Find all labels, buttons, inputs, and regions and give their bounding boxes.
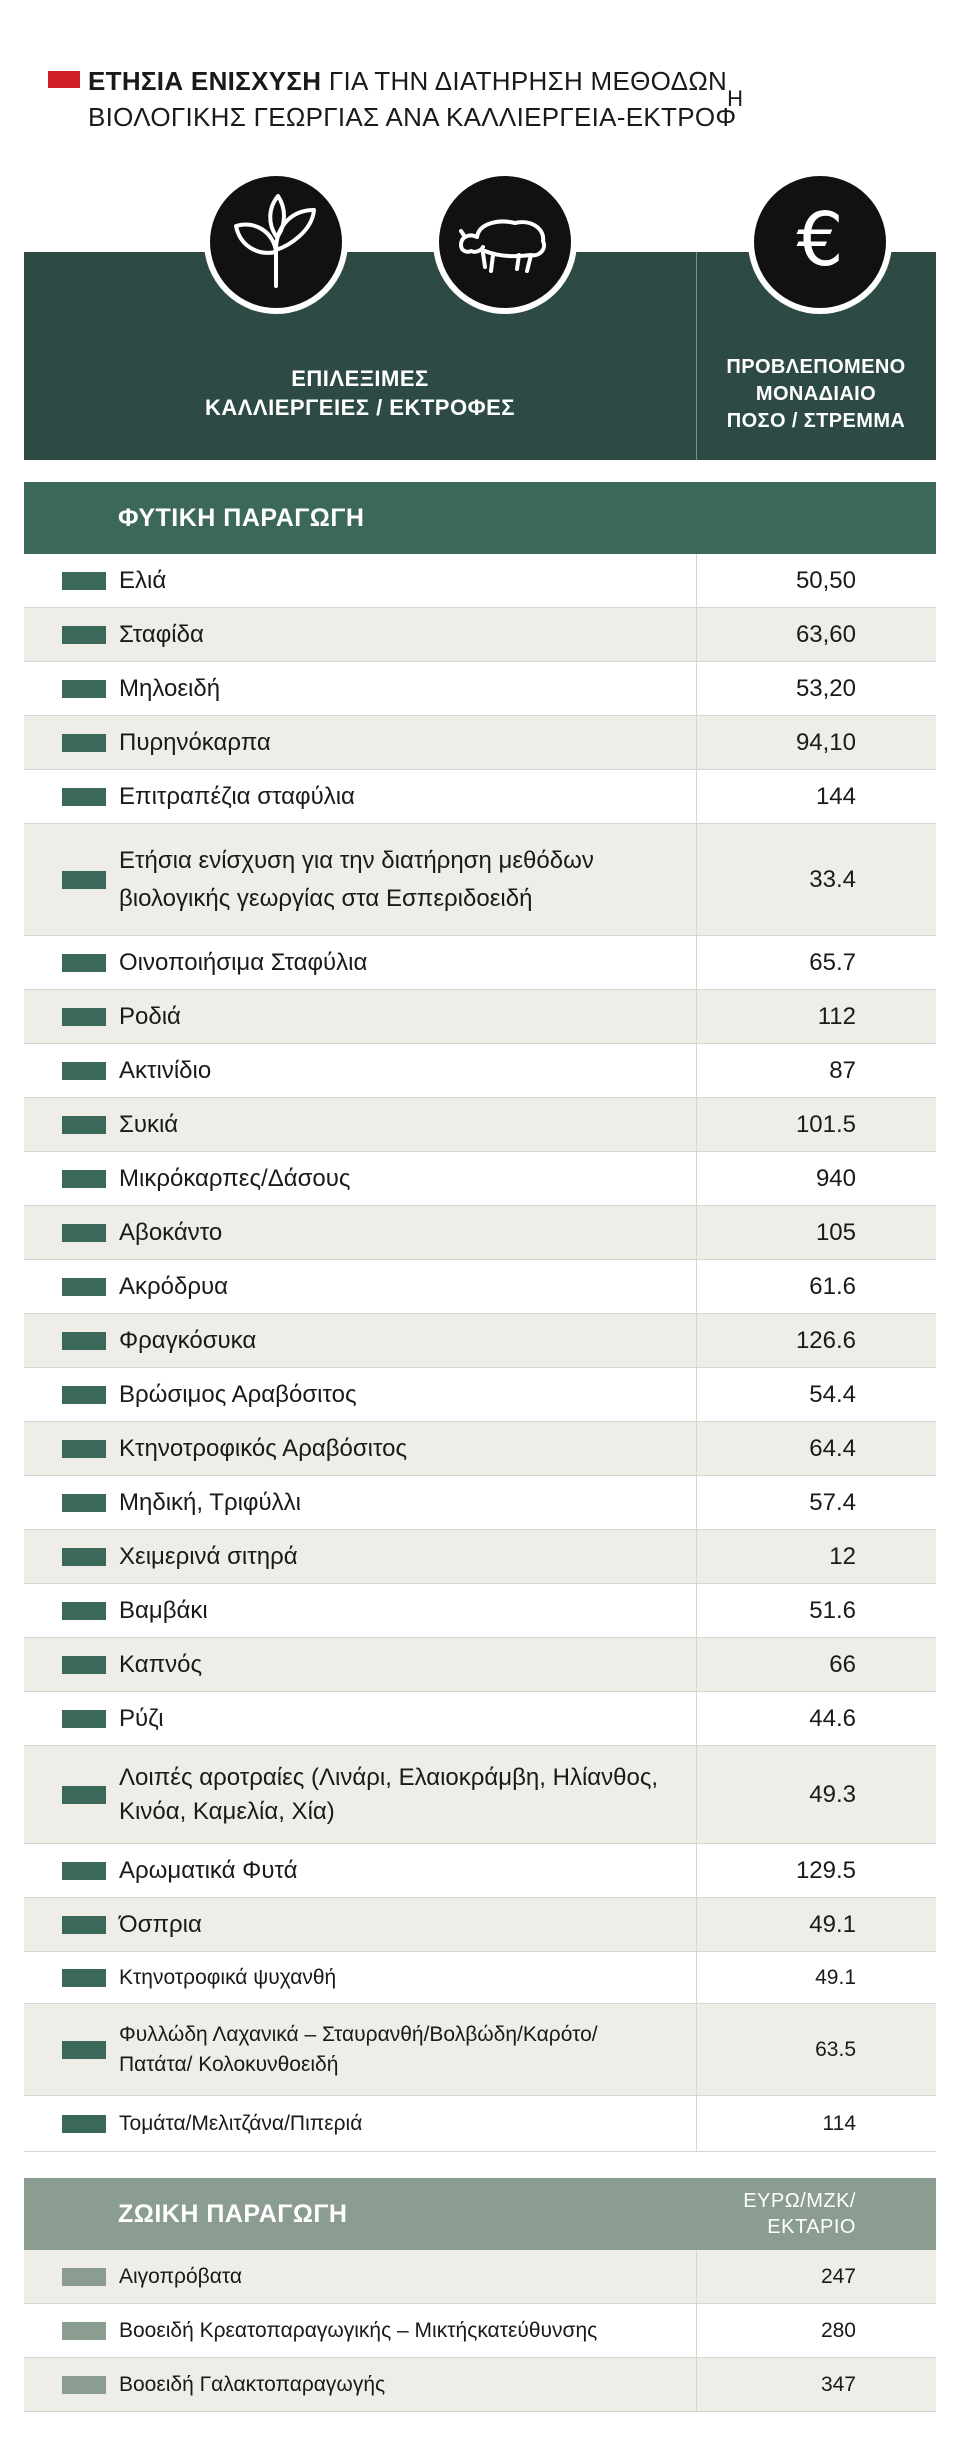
row-name: [24, 844, 696, 916]
row-name-line1: Λοιπές αροτραίες (Λινάρι, Ελαιοκράμβη, Ηλίανθος,: [119, 1763, 659, 1791]
row-marker: [62, 1116, 106, 1134]
animal-section-unit: [696, 2188, 936, 2240]
row-marker: [62, 1862, 106, 1880]
table-row: [24, 1692, 936, 1746]
row-name: Μηδική, Τριφύλλι: [119, 1488, 301, 1516]
row-marker: [62, 1386, 106, 1404]
row-value: 247: [696, 2250, 936, 2303]
row-value: 64.4: [696, 1422, 936, 1475]
title-line1-rest: ΓΙΑ ΤΗΝ ΔΙΑΤΗΡΗΣΗ ΜΕΘΟΔΩΝ: [328, 66, 728, 96]
row-value: 49.1: [696, 1952, 936, 2003]
row-name: Επιτραπέζια σταφύλια: [119, 782, 355, 810]
table-row: [24, 2358, 936, 2412]
row-name: Φραγκόσυκα: [119, 1326, 257, 1354]
table-row: [24, 1844, 936, 1898]
row-name: Όσπρια: [119, 1910, 202, 1938]
table-row: [24, 1746, 936, 1844]
row-marker: [62, 1548, 106, 1566]
row-name: Βοοειδή Κρεατοπαραγωγικής – Μικτήςκατεύθυνσης: [119, 2318, 598, 2342]
table-row: [24, 2304, 936, 2358]
animal-section-label: ΖΩΙΚΗ ΠΑΡΑΓΩΓΗ: [118, 2199, 348, 2228]
table-row: [24, 1044, 936, 1098]
row-name: [24, 1761, 696, 1829]
row-name: Κτηνοτροφικά ψυχανθή: [119, 1965, 337, 1989]
row-name-line2: Πατάτα/ Κολοκυνθοειδή: [119, 2052, 339, 2076]
row-marker: [62, 1710, 106, 1728]
title-bold-part: ΕΤΗΣΙΑ ΕΝΙΣΧΥΣΗ: [88, 66, 322, 96]
euro-icon: [748, 170, 892, 314]
row-name: Μικρόκαρπες/Δάσους: [119, 1164, 351, 1192]
table-row: [24, 1206, 936, 1260]
table-row: [24, 1314, 936, 1368]
row-value: 129.5: [696, 1844, 936, 1897]
row-name: Ροδιά: [119, 1002, 181, 1030]
row-marker: [62, 1969, 106, 1987]
table-row: [24, 936, 936, 990]
row-value: 44.6: [696, 1692, 936, 1745]
row-marker: [62, 1008, 106, 1026]
row-marker: [62, 1786, 106, 1804]
row-value: 65.7: [696, 936, 936, 989]
plant-section-label: ΦΥΤΙΚΗ ΠΑΡΑΓΩΓΗ: [118, 503, 365, 532]
row-value: 940: [696, 1152, 936, 1205]
row-name: Βαμβάκι: [119, 1596, 208, 1624]
row-value: 101.5: [696, 1098, 936, 1151]
row-name: Χειμερινά σιτηρά: [119, 1542, 298, 1570]
table-row: [24, 1638, 936, 1692]
row-name: Αιγοπρόβατα: [119, 2264, 243, 2288]
row-name: Ακτινίδιο: [119, 1056, 212, 1084]
table-row: [24, 1098, 936, 1152]
row-value: 126.6: [696, 1314, 936, 1367]
row-name: Κτηνοτροφικός Αραβόσιτος: [119, 1434, 408, 1462]
row-marker: [62, 1602, 106, 1620]
row-name: Συκιά: [119, 1110, 179, 1138]
euro-symbol: €: [796, 197, 844, 283]
table-row: [24, 2096, 936, 2152]
row-marker: [62, 1170, 106, 1188]
row-value: 49.1: [696, 1898, 936, 1951]
row-name: [24, 2020, 696, 2080]
row-name: Αβοκάντο: [119, 1218, 223, 1246]
animal-production-table: [24, 2250, 936, 2412]
row-value: 54.4: [696, 1368, 936, 1421]
row-value: 49.3: [696, 1746, 936, 1843]
table-row: [24, 1260, 936, 1314]
row-value: 50,50: [696, 554, 936, 607]
page-title: [48, 64, 928, 134]
table-row: [24, 1584, 936, 1638]
row-value: 51.6: [696, 1584, 936, 1637]
row-value: 53,20: [696, 662, 936, 715]
row-name: Βρώσιμος Αραβόσιτος: [119, 1380, 357, 1408]
header-amount-label-line3: ΠΟΣΟ / ΣΤΡΕΜΜΑ: [726, 410, 906, 432]
row-name: Βοοειδή Γαλακτοπαραγωγής: [119, 2372, 386, 2396]
row-marker: [62, 680, 106, 698]
row-marker: [62, 954, 106, 972]
row-marker: [62, 1224, 106, 1242]
row-marker: [62, 1494, 106, 1512]
row-value: 144: [696, 770, 936, 823]
row-name: Ακρόδρυα: [119, 1272, 229, 1300]
row-value: 94,10: [696, 716, 936, 769]
row-value: 112: [696, 990, 936, 1043]
row-marker: [62, 1278, 106, 1296]
row-marker: [62, 2376, 106, 2394]
row-value: 33.4: [696, 824, 936, 935]
title-line2: ΒΙΟΛΟΓΙΚΗΣ ΓΕΩΡΓΙΑΣ ΑΝΑ ΚΑΛΛΙΕΡΓΕΙΑ-ΕΚΤΡΟΦ: [88, 102, 737, 132]
row-name: Οινοποιήσιμα Σταφύλια: [119, 948, 368, 976]
table-row: [24, 2004, 936, 2096]
table-row: [24, 1152, 936, 1206]
row-name: Τομάτα/Μελιτζάνα/Πιπεριά: [119, 2111, 363, 2135]
table-row: [24, 2250, 936, 2304]
table-row: [24, 554, 936, 608]
row-marker: [62, 572, 106, 590]
row-name: Πυρηνόκαρπα: [119, 728, 271, 756]
row-marker: [62, 2322, 106, 2340]
header-amount-label: [696, 354, 936, 435]
header-crops-label: [24, 364, 696, 422]
table-row: [24, 608, 936, 662]
row-value: 114: [696, 2096, 936, 2151]
row-value: 105: [696, 1206, 936, 1259]
row-value: 63,60: [696, 608, 936, 661]
animal-unit-line2: ΕΚΤΑΡΙΟ: [767, 2216, 856, 2238]
table-row: [24, 1368, 936, 1422]
table-row: [24, 770, 936, 824]
row-value: 87: [696, 1044, 936, 1097]
table-row: [24, 824, 936, 936]
table-row: [24, 662, 936, 716]
table-row: [24, 990, 936, 1044]
row-name: Ρύζι: [119, 1704, 164, 1732]
row-value: 63.5: [696, 2004, 936, 2095]
row-marker: [62, 1062, 106, 1080]
table-row: [24, 1476, 936, 1530]
row-marker: [62, 1440, 106, 1458]
row-name: Ελιά: [119, 566, 167, 594]
header-amount-label-line2: ΜΟΝΑΔΙΑΙΟ: [755, 383, 877, 405]
row-marker: [62, 1656, 106, 1674]
row-name-line2: Κινόα, Καμελία, Χία): [119, 1797, 335, 1825]
table-row: [24, 1952, 936, 2004]
animal-unit-line1: ΕΥΡΩ/ΜΖΚ/: [743, 2190, 856, 2212]
row-marker: [62, 2268, 106, 2286]
row-value: 347: [696, 2358, 936, 2411]
row-name-line2: βιολογικής γεωργίας στα Εσπεριδοειδή: [119, 884, 533, 912]
row-marker: [62, 1916, 106, 1934]
plant-icon: [204, 170, 348, 314]
table-row: [24, 1422, 936, 1476]
row-marker: [62, 626, 106, 644]
title-accent-mark: [48, 71, 80, 88]
row-name-line1: Ετήσια ενίσχυση για την διατήρηση μεθόδων: [119, 846, 594, 874]
row-value: 57.4: [696, 1476, 936, 1529]
row-marker: [62, 871, 106, 889]
row-name: Σταφίδα: [119, 620, 204, 648]
plant-production-section-header: [24, 482, 936, 554]
row-name-line1: Φυλλώδη Λαχανικά – Σταυρανθή/Βολβώδη/Καρότο/: [119, 2022, 598, 2046]
sheep-icon: [433, 170, 577, 314]
row-marker: [62, 788, 106, 806]
row-marker: [62, 2041, 106, 2059]
header-crops-label-line1: ΕΠΙΛΕΞΙΜΕΣ: [291, 366, 429, 391]
row-marker: [62, 2115, 106, 2133]
row-name: Καπνός: [119, 1650, 203, 1678]
header-crops-label-line2: ΚΑΛΛΙΕΡΓΕΙΕΣ / ΕΚΤΡΟΦΕΣ: [204, 395, 516, 420]
table-row: [24, 716, 936, 770]
row-value: 66: [696, 1638, 936, 1691]
plant-production-table: [24, 554, 936, 2152]
row-value: 12: [696, 1530, 936, 1583]
row-name: Αρωματικά Φυτά: [119, 1856, 298, 1884]
header-amount-label-line1: ΠΡΟΒΛΕΠΟΜΕΝΟ: [726, 356, 906, 378]
table-row: [24, 1898, 936, 1952]
row-marker: [62, 1332, 106, 1350]
title-line1-tail: Η: [727, 86, 744, 111]
row-marker: [62, 734, 106, 752]
row-name: Μηλοειδή: [119, 674, 221, 702]
animal-production-section-header: [24, 2178, 936, 2250]
row-value: 61.6: [696, 1260, 936, 1313]
table-row: [24, 1530, 936, 1584]
row-value: 280: [696, 2304, 936, 2357]
